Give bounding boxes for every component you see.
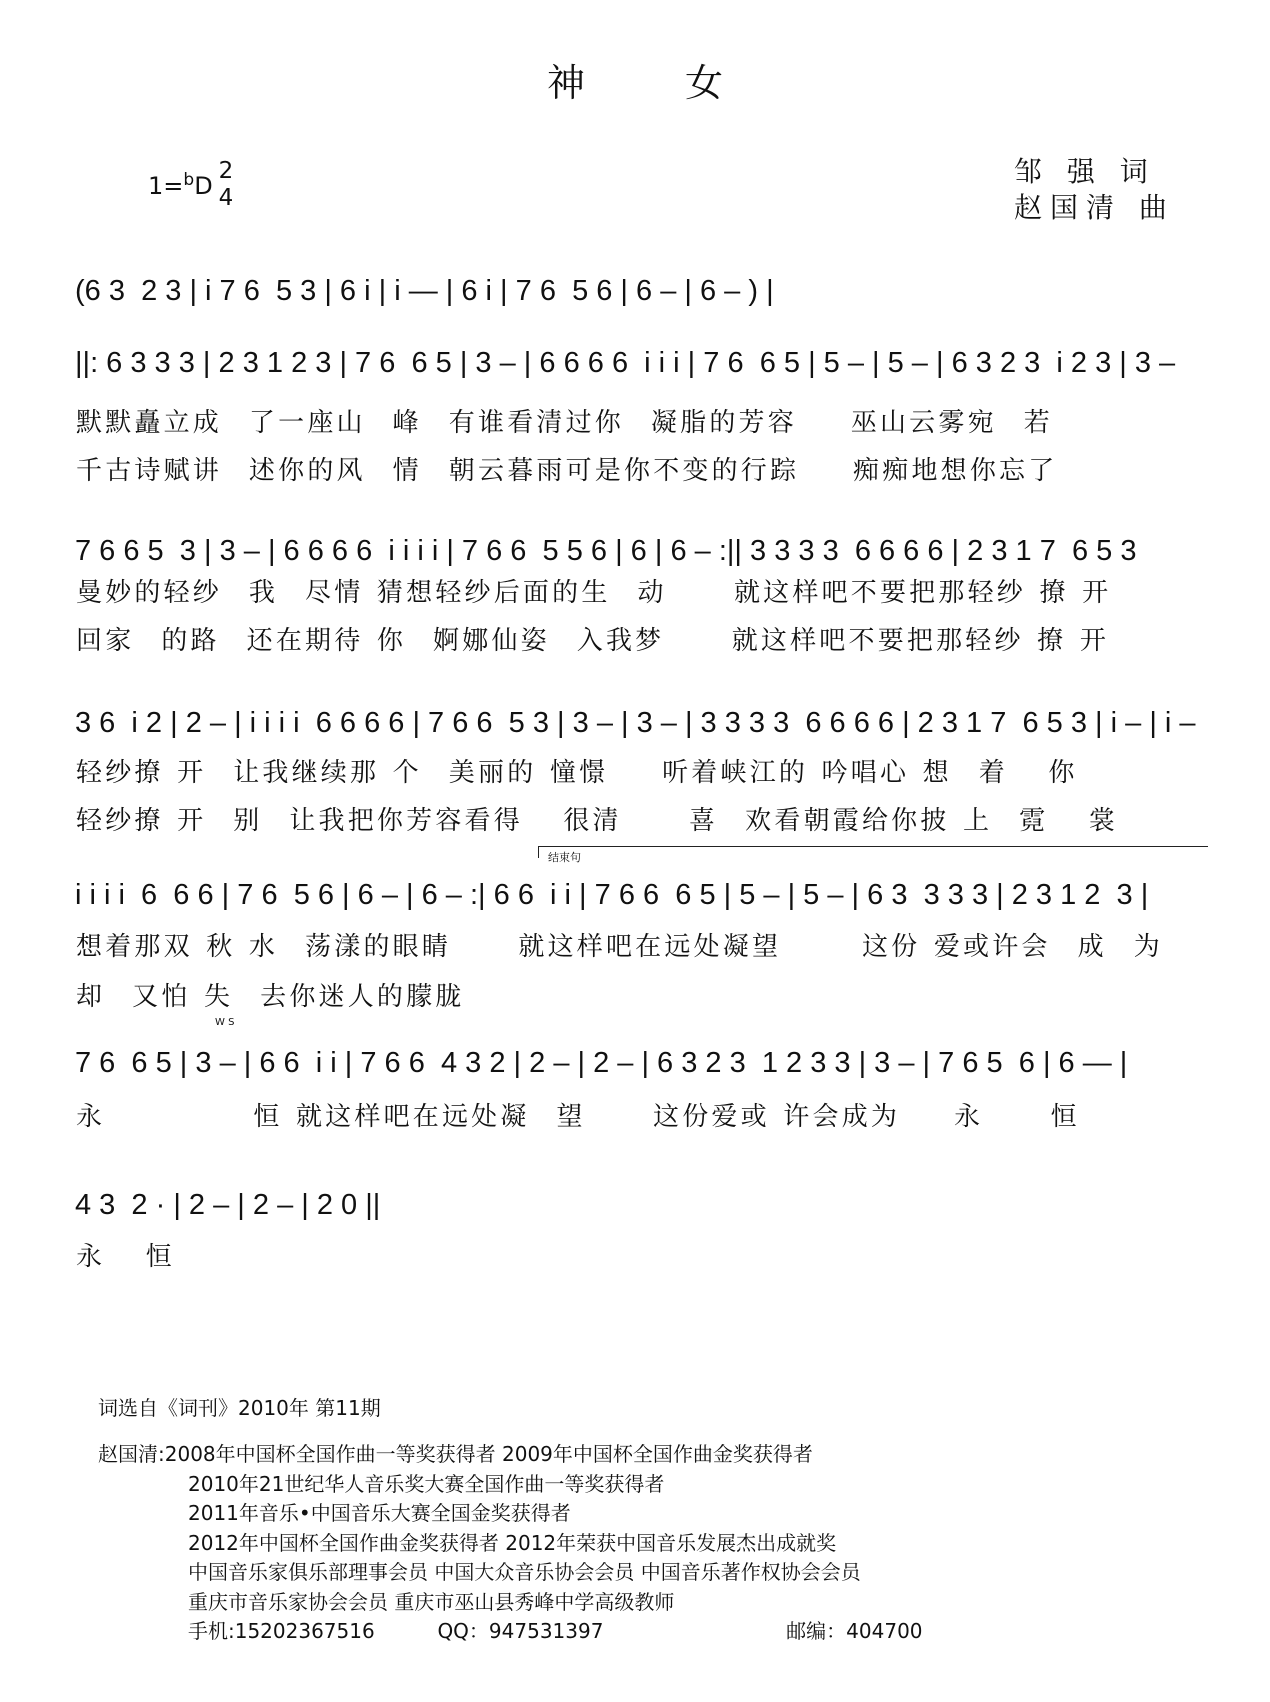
qq-number: QQ：947531397 (437, 1619, 604, 1643)
lyrics-line-8: 却 又怕 失 去你迷人的朦胧 (76, 982, 465, 1012)
meter-bottom: 4 (218, 185, 234, 211)
breath-mark: W S (215, 1017, 235, 1028)
score-row-6 (75, 1030, 1215, 1094)
lyrics-line-9: 永 恒 就这样吧在远处凝 望 这份爱或 许会成为 永 恒 (76, 1102, 1080, 1132)
score-row-4 (75, 690, 1215, 754)
time-signature (215, 158, 237, 212)
score-row-2 (75, 330, 1215, 394)
meter-top: 2 (218, 158, 234, 184)
bio-line: 2012年中国杯全国作曲金奖获得者 2012年荣获中国音乐发展杰出成就奖 (188, 1530, 837, 1555)
source-note: 词选自《词刊》2010年 第11期 (98, 1396, 381, 1420)
score-text: ||: 6 3 3 3 | 2 3 1 2 3 | 7 6 6 5 | 3 – | 6 6 6 6 i i i | 7 6 6 5 | 5 – | 5 – | 6 3 2 3 i 2 3 | 3 – (75, 347, 1176, 379)
key-signature: 1=$^b$D (148, 170, 213, 200)
lyrics-line-7: 想着那双 秋 水 荡漾的眼睛 就这样吧在远处凝望 这份 爱或许会 成 为 (76, 932, 1163, 962)
score-text: 4 3 2 · | 2 – | 2 – | 2 0 || (75, 1189, 381, 1221)
score-row-7 (75, 1172, 1215, 1236)
contact-line (98, 1617, 923, 1647)
bio-line: 2010年21世纪华人音乐奖大赛全国作曲一等奖获得者 (188, 1471, 665, 1496)
page-title: 神 女 (546, 61, 768, 105)
segment-label: 结束句 (548, 851, 581, 864)
lyrics-line-1: 默默矗立成 了一座山 峰 有谁看清过你 凝脂的芳容 巫山云雾宛 若 (76, 408, 1053, 438)
score-row-1 (75, 258, 1215, 322)
bio-line: 2011年音乐•中国音乐大赛全国金奖获得者 (188, 1501, 571, 1525)
composer-credit: 赵国清 曲 (1014, 191, 1175, 224)
lyrics-line-5: 轻纱撩 开 让我继续那 个 美丽的 憧憬 听着峡江的 吟唱心 想 着 你 (76, 758, 1078, 788)
segment-bracket-tick (538, 846, 539, 858)
lyrics-line-2: 千古诗赋讲 述你的风 情 朝云暮雨可是你不变的行踪 痴痴地想你忘了 (76, 456, 1058, 486)
segment-bracket (538, 846, 1208, 847)
lyrics-line-10: 永 恒 (76, 1242, 175, 1272)
phone-number: 手机:15202367516 (188, 1619, 375, 1643)
score-text: 7 6 6 5 | 3 – | 6 6 i i | 7 6 6 4 3 2 | 2 – | 2 – | 6 3 2 3 1 2 3 3 | 3 – | 7 6 5 6 | 6 — | (75, 1047, 1128, 1079)
lyrics-line-6: 轻纱撩 开 别 让我把你芳容看得 很清 喜 欢看朝霞给你披 上 霓 裳 (76, 806, 1118, 836)
score-text: i i i i 6 6 6 | 7 6 5 6 | 6 – | 6 – :| 6 6 i i | 7 6 6 6 5 | 5 – | 5 – | 6 3 3 3 3 | 2 3 1 2 3 | (75, 879, 1149, 911)
score-text: 3 6 i 2 | 2 – | i i i i 6 6 6 6 | 7 6 6 5 3 | 3 – | 3 – | 3 3 3 3 6 6 6 6 | 2 3 1 7 6 5 3 | i – | i – (75, 707, 1196, 739)
score-row-5 (75, 862, 1215, 926)
bio-line: 赵国清:2008年中国杯全国作曲一等奖获得者 2009年中国杯全国作曲金奖获得者 (98, 1442, 813, 1466)
score-text: (6 3 2 3 | i 7 6 5 3 | 6 i | i — | 6 i | 7 6 5 6 | 6 – | 6 – ) | (75, 275, 774, 307)
bio-line: 中国音乐家俱乐部理事会员 中国大众音乐协会会员 中国音乐著作权协会会员 (188, 1560, 861, 1584)
lyricist-credit: 邹 强 词 (1014, 155, 1156, 188)
score-text: 7 6 6 5 3 | 3 – | 6 6 6 6 i i i i | 7 6 6 5 5 6 | 6 | 6 – :|| 3 3 3 3 6 6 6 6 | 2 3 1 7 6 5 3 (75, 535, 1137, 567)
bio-name: 赵国清: (98, 1442, 165, 1466)
composer-bio (98, 1440, 923, 1647)
lyrics-line-4: 回家 的路 还在期待 你 婀娜仙姿 入我梦 就这样吧不要把那轻纱 撩 开 (76, 626, 1110, 656)
postcode: 邮编：404700 (786, 1619, 923, 1643)
bio-line: 重庆市音乐家协会会员 重庆市巫山县秀峰中学高级教师 (188, 1589, 675, 1614)
lyrics-line-3: 曼妙的轻纱 我 尽情 猜想轻纱后面的生 动 就这样吧不要把那轻纱 撩 开 (76, 578, 1112, 608)
